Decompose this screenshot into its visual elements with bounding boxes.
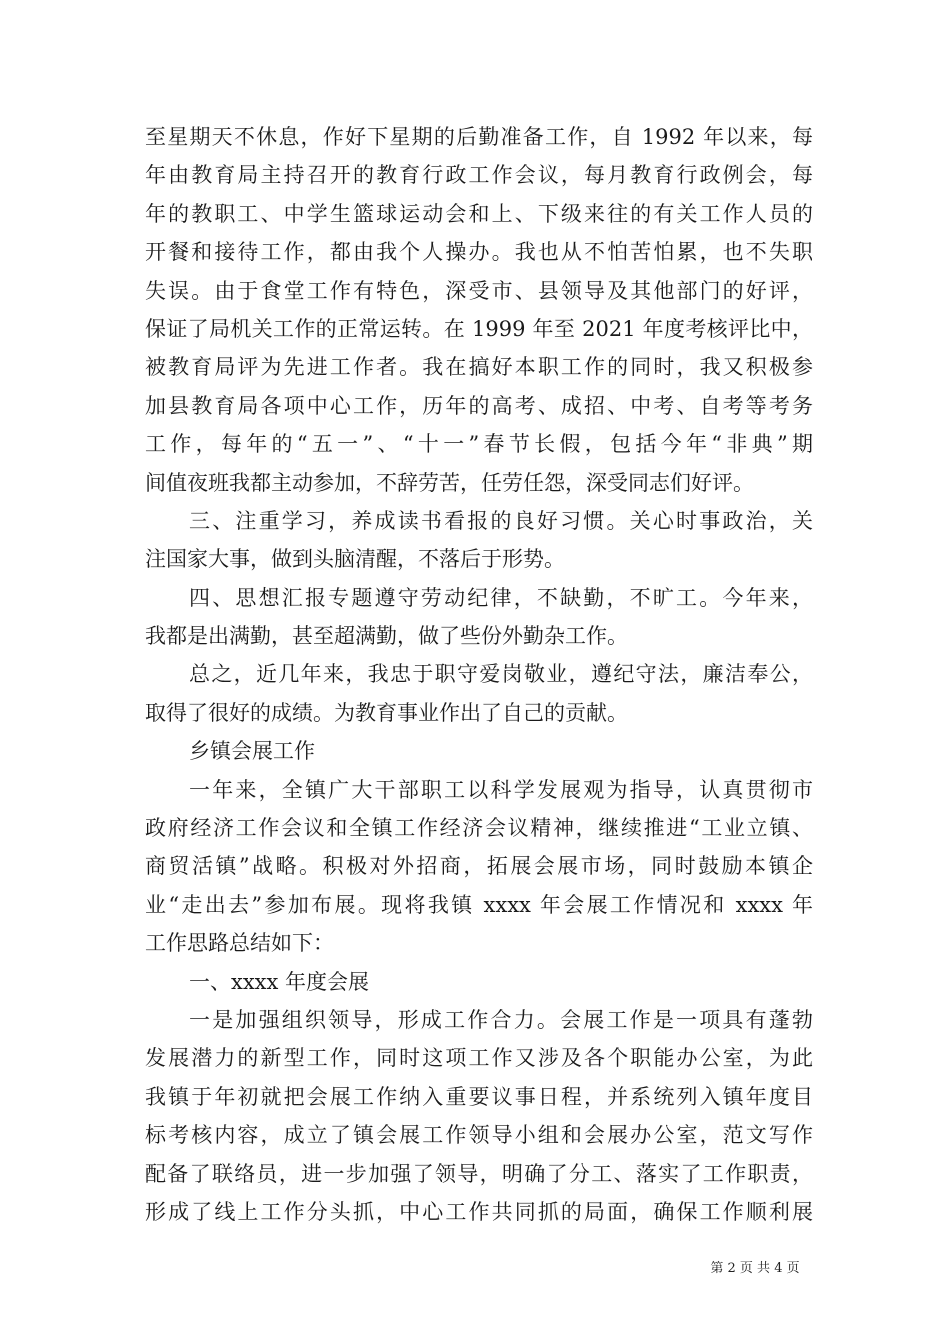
text-line: 间值夜班我都主动参加，不辞劳苦，任劳任怨，深受同志们好评。	[145, 470, 754, 495]
text-line: 一是加强组织领导，形成工作合力。会展工作是一项具有蓬勃	[189, 1007, 813, 1032]
text-line: 工作思路总结如下：	[145, 931, 334, 956]
text-line: 年由教育局主持召开的教育行政工作会议，每月教育行政例会，每	[145, 163, 813, 188]
text-line: 四、思想汇报专题遵守劳动纪律，不缺勤，不旷工。今年来，	[189, 585, 813, 610]
text-line: 取得了很好的成绩。为教育事业作出了自己的贡献。	[145, 700, 628, 725]
text-line: 我镇于年初就把会展工作纳入重要议事日程，并系统列入镇年度目	[145, 1084, 813, 1109]
text-line: 总之，近几年来，我忠于职守爱岗敬业，遵纪守法，廉洁奉公，	[189, 662, 813, 687]
text-line: 乡镇会展工作	[189, 739, 315, 764]
text-line: 工作，每年的“五一”、“十一”春节长假，包括今年“非典”期	[145, 432, 813, 457]
page-number-label: 第 2 页 共 4 页	[710, 1261, 800, 1276]
text-line: 注国家大事，做到头脑清醒，不落后于形势。	[145, 547, 565, 572]
text-line: 标考核内容，成立了镇会展工作领导小组和会展办公室，范文写作	[145, 1123, 813, 1148]
text-line: 发展潜力的新型工作，同时这项工作又涉及各个职能办公室，为此	[145, 1046, 813, 1071]
text-line: 形成了线上工作分头抓，中心工作共同抓的局面，确保工作顺利展	[145, 1199, 813, 1224]
text-line: 加县教育局各项中心工作，历年的高考、成招、中考、自考等考务	[145, 393, 813, 418]
text-line: 我都是出满勤，甚至超满勤，做了些份外勤杂工作。	[145, 624, 628, 649]
document-body	[145, 118, 813, 1231]
text-line: 保证了局机关工作的正常运转。在 1999 年至 2021 年度考核评比中，	[145, 316, 813, 341]
text-line: 政府经济工作会议和全镇工作经济会议精神，继续推进“工业立镇、	[145, 816, 813, 841]
text-line: 一、xxxx 年度会展	[189, 969, 370, 994]
text-line: 三、注重学习，养成读书看报的良好习惯。关心时事政治，关	[189, 508, 813, 533]
text-line: 一年来，全镇广大干部职工以科学发展观为指导，认真贯彻市	[189, 777, 813, 802]
text-line: 被教育局评为先进工作者。我在搞好本职工作的同时，我又积极参	[145, 355, 813, 380]
text-line: 失误。由于食堂工作有特色，深受市、县领导及其他部门的好评，	[145, 278, 813, 303]
text-line: 配备了联络员，进一步加强了领导，明确了分工、落实了工作职责，	[145, 1161, 813, 1186]
text-line: 开餐和接待工作，都由我个人操办。我也从不怕苦怕累，也不失职	[145, 240, 813, 265]
page-number	[0, 1257, 950, 1276]
text-line: 至星期天不休息，作好下星期的后勤准备工作，自 1992 年以来，每	[145, 125, 813, 149]
text-line: 商贸活镇”战略。积极对外招商，拓展会展市场，同时鼓励本镇企	[145, 854, 813, 879]
text-line: 年的教职工、中学生篮球运动会和上、下级来往的有关工作人员的	[145, 201, 813, 226]
text-line: 业“走出去”参加布展。现将我镇 xxxx 年会展工作情况和 xxxx 年	[145, 892, 813, 917]
